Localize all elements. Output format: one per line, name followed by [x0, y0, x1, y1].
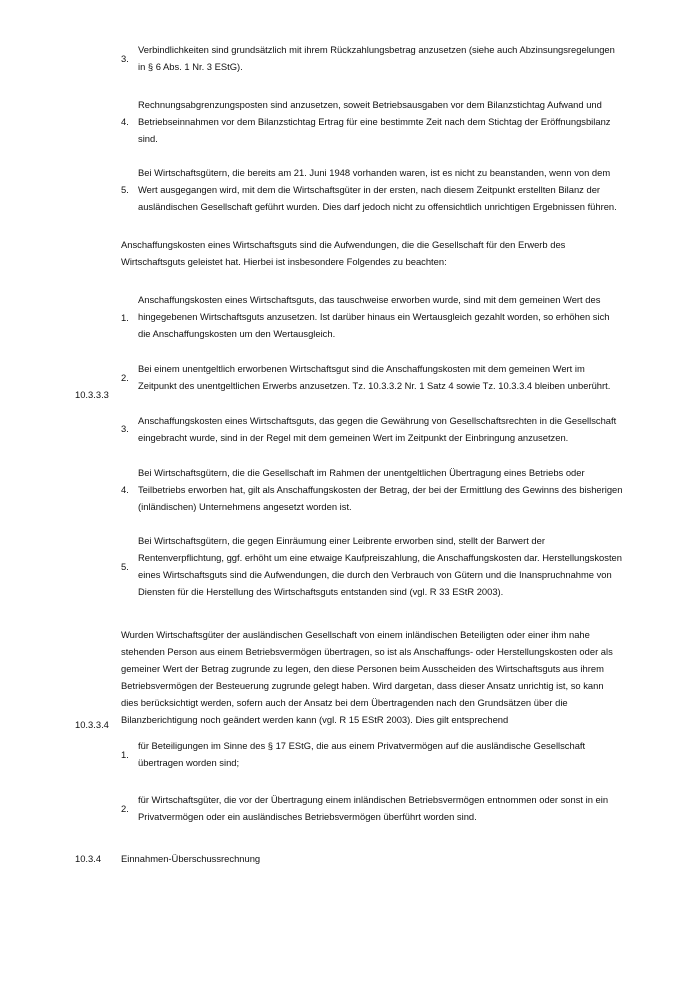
section-title: Einnahmen-Überschussrechnung	[121, 853, 261, 864]
item-number: 3.	[121, 423, 129, 434]
item-text: Bei einem unentgeltlich erworbenen Wirtschaftsgut sind die Anschaffungskosten mit dem gemeinen Wert im Zeitpunkt des unentgeltlichen Erwerbs anzusetzen. Tz. 10.3.3.2 Nr. 1 Satz 4 sowie Tz. 10.3.3.4 bleiben unberührt.	[138, 363, 611, 391]
section-number: 10.3.3.4	[75, 719, 109, 730]
item-number: 1.	[121, 312, 129, 323]
item-number: 2.	[121, 803, 129, 814]
item-number: 2.	[121, 372, 129, 383]
item-number: 1.	[121, 749, 129, 760]
section-number: 10.3.3.3	[75, 389, 109, 400]
item-text: Bei Wirtschaftsgütern, die gegen Einräumung einer Leibrente erworben sind, stellt der Barwert der Rentenverpflichtung, ggf. erhöht um eine etwaige Kaufpreiszahlung, die Anschaffungskosten dar. Herstellungskosten eines Wirtschaftsguts sind die Aufwendungen, die durch den Verbrauch von Gütern und die Inanspruchnahme von Diensten für die Herstellung des Wirtschaftsguts entstanden sind (vgl. R 33 EStR 2003).	[138, 535, 622, 597]
item-number: 4.	[121, 484, 129, 495]
item-number: 5.	[121, 561, 129, 572]
section-intro: Wurden Wirtschaftsgüter der ausländischen Gesellschaft von einem inländischen Beteiligten oder einer ihm nahe stehenden Person aus einem Betriebsvermögen übertragen, so ist als Anschaffungs- oder Herstellungskosten oder als gemeiner Wert der Betrag zugrunde zu legen, den diese Personen beim Ausscheiden des Wirtschaftsguts aus ihrem Betriebsvermögen der Besteuerung zugrunde gelegt haben. Wird dargetan, dass dieser Ansatz unrichtig ist, so kann dies berücksichtigt werden, sofern auch der Ansatz bei dem Übertragenden nach den Grundsätzen über die Bilanzberichtigung noch geändert werden kann (vgl. R 15 EStR 2003). Dies gilt entsprechend	[121, 629, 613, 725]
item-text: Verbindlichkeiten sind grundsätzlich mit ihrem Rückzahlungsbetrag anzusetzen (siehe auch Abzinsungsregelungen in § 6 Abs. 1 Nr. 3 EStG).	[138, 44, 615, 72]
item-number: 4.	[121, 116, 129, 127]
item-text: Bei Wirtschaftsgütern, die die Gesellschaft im Rahmen der unentgeltlichen Übertragung eines Betriebs oder Teilbetriebs erworben hat, gilt als Anschaffungskosten der Betrag, der bei der Ermittlung des Gewinns des bisherigen (inländischen) Unternehmens angesetzt worden ist.	[138, 467, 623, 512]
item-text: für Beteiligungen im Sinne des § 17 EStG, die aus einem Privatvermögen auf die ausländische Gesellschaft übertragen worden sind;	[138, 740, 586, 768]
item-text: Anschaffungskosten eines Wirtschaftsguts, das tauschweise erworben wurde, sind mit dem gemeinen Wert des hingegebenen Wirtschaftsguts anzusetzen. Ist darüber hinaus ein Wertausgleich gezahlt worden, so erhöhen sich die Anschaffungskosten um den Wertausgleich.	[138, 294, 610, 339]
item-text: für Wirtschaftsgüter, die vor der Übertragung einem inländischen Betriebsvermögen entnommen oder sonst in ein Privatvermögen oder ein ausländisches Betriebsvermögen überführt worden sind.	[138, 794, 609, 822]
item-number: 5.	[121, 184, 129, 195]
item-text: Anschaffungskosten eines Wirtschaftsguts, das gegen die Gewährung von Gesellschaftsrechten in die Gesellschaft eingebracht wurde, sind in der Regel mit dem gemeinen Wert im Zeitpunkt der Einbringung anzusetzen.	[138, 415, 617, 443]
item-text: Rechnungsabgrenzungsposten sind anzusetzen, soweit Betriebsausgaben vor dem Bilanzstichtag Aufwand und Betriebseinnahmen vor dem Bilanzstichtag Ertrag für eine bestimmte Zeit nach dem Stichtag der Eröffnungsbilanz sind.	[138, 99, 611, 144]
item-number: 3.	[121, 53, 129, 64]
item-text: Bei Wirtschaftsgütern, die bereits am 21. Juni 1948 vorhanden waren, ist es nicht zu beanstanden, wenn von dem Wert ausgegangen wird, mit dem die Wirtschaftsgüter in der ersten, nach diesem Zeitpunkt erstellten Bilanz der ausländischen Gesellschaft geführt wurden. Dies darf jedoch nicht zu offensichtlich unrichtigen Ergebnissen führen.	[138, 167, 617, 212]
section-number: 10.3.4	[75, 853, 102, 864]
section-intro: Anschaffungskosten eines Wirtschaftsguts sind die Aufwendungen, die die Gesellschaft für den Erwerb des Wirtschaftsguts geleistet hat. Hierbei ist insbesondere Folgendes zu beachten:	[121, 239, 566, 267]
